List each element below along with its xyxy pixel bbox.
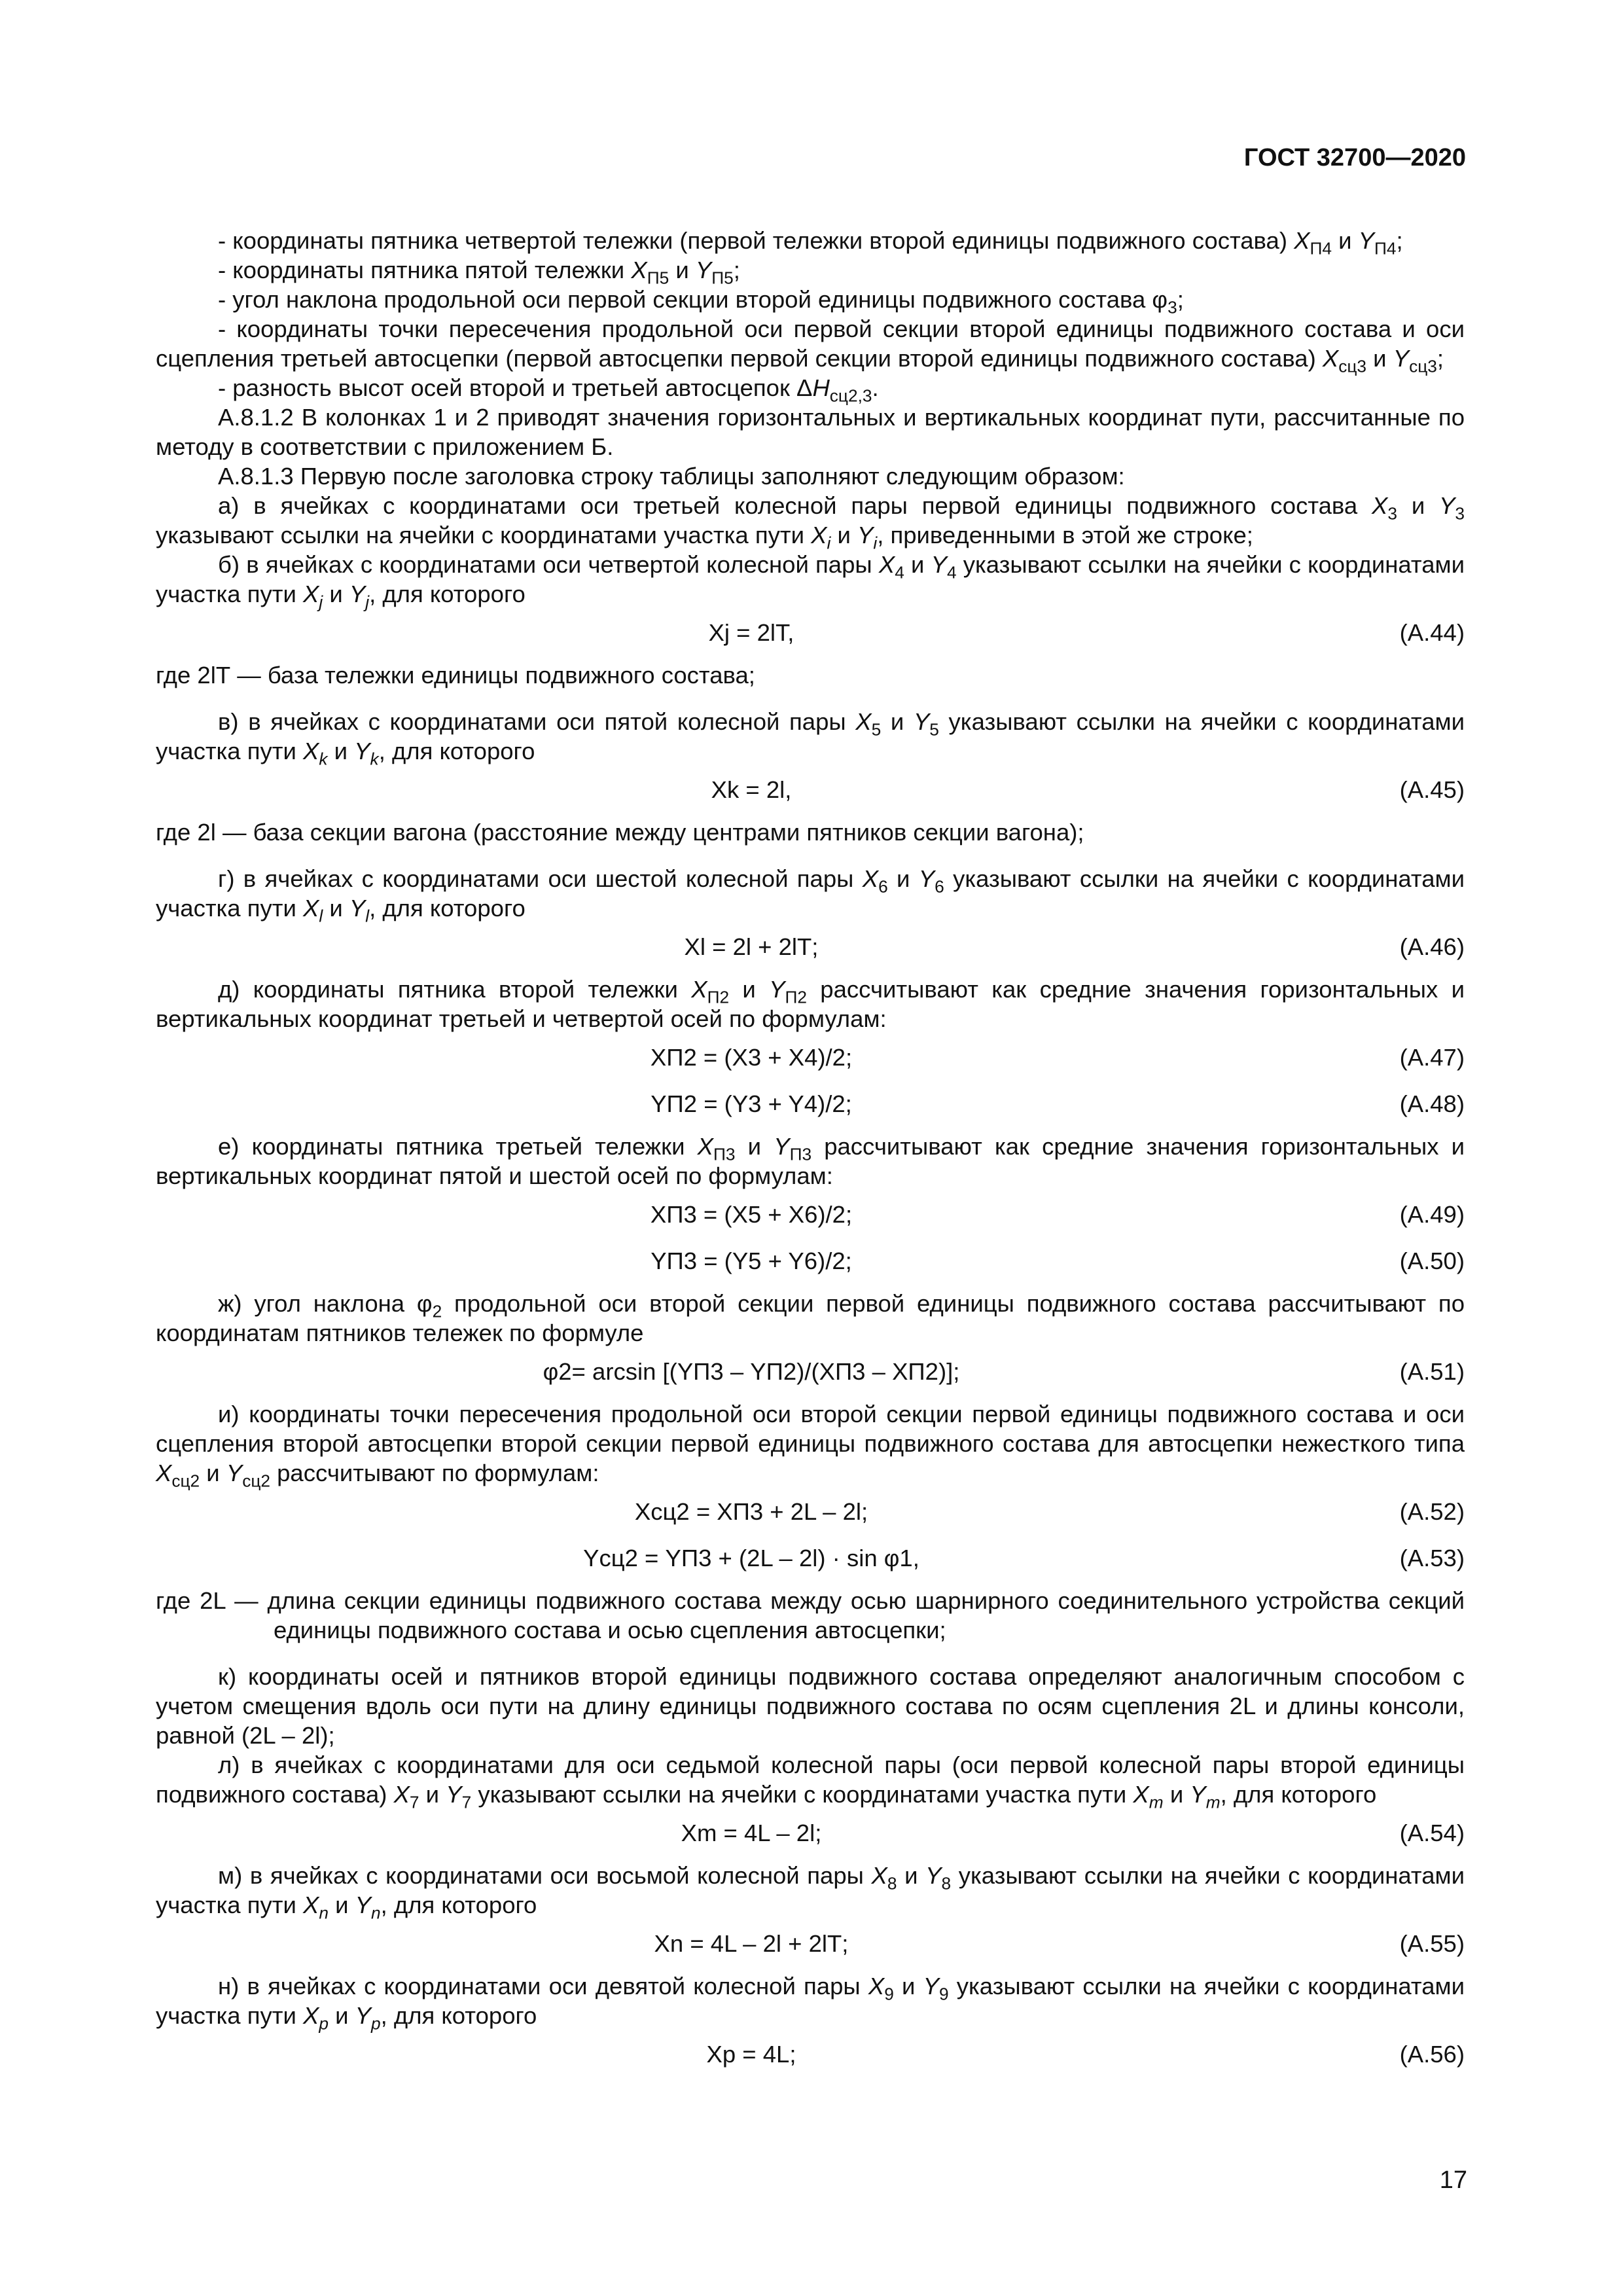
clause-a812: А.8.1.2 В колонках 1 и 2 приводят значения горизонтальных и вертикальных координат пути, рассчитанные по методу в соответствии с приложением Б. bbox=[156, 404, 1465, 460]
where-clause: где 2L — длина секции единицы подвижного состава между осью шарнирного соединительного устройства секций единицы подвижного состава и осью сцепления автосцепки; bbox=[156, 1587, 1465, 1643]
bullet-item: - угол наклона продольной оси первой секции второй единицы подвижного состава $\varphi_3$; bbox=[218, 286, 1184, 317]
formula-row bbox=[156, 771, 1465, 808]
document-code-header: ГОСТ 32700—2020 bbox=[1243, 144, 1466, 171]
formula-row bbox=[156, 1039, 1465, 1076]
formula: Xсц2 = XП3 + 2L – 2l; bbox=[634, 1498, 868, 1525]
page-number: 17 bbox=[1439, 2166, 1467, 2194]
formula: Xn = 4L – 2l + 2lТ; bbox=[654, 1930, 849, 1957]
item-b: б) в ячейках с координатами оси четвертой колесной пары $X_4$ и $Y_4$ указывают ссылки на ячейки с координатами участка пути $X_j$ и $Y_j$, для которого bbox=[156, 551, 1465, 612]
formula-number: (А.56) bbox=[1399, 2041, 1465, 2068]
item-d: д) координаты пятника второй тележки $X_{П2}$ и $Y_{П2}$ рассчитывают как средние значения горизонтальных и вертикальных координат третьей и четвертой осей по формулам: bbox=[156, 976, 1465, 1032]
item-zh: ж) угол наклона $\varphi_2$ продольной оси второй секции первой единицы подвижного состава рассчитывают по координатам пятников тележек по формуле bbox=[156, 1290, 1465, 1346]
formula-number: (А.49) bbox=[1399, 1201, 1465, 1228]
where-clause: где 2l — база секции вагона (расстояние между центрами пятников секции вагона); bbox=[156, 819, 1084, 846]
formula: XП3 = (X5 + X6)/2; bbox=[650, 1201, 853, 1228]
item-g: г) в ячейках с координатами оси шестой колесной пары $X_6$ и $Y_6$ указывают ссылки на ячейки с координатами участка пути $X_l$ и $Y_l$, для которого bbox=[156, 865, 1465, 926]
formula: Yсц2 = YП3 + (2L – 2l) · sin φ1, bbox=[583, 1545, 919, 1571]
formula-row bbox=[156, 1085, 1465, 1122]
bullet-item: - разность высот осей второй и третьей автосцепок $\Delta H_{сц2,3}$. bbox=[218, 374, 879, 406]
clause-a813: А.8.1.3 Первую после заголовка строку таблицы заполняют следующим образом: bbox=[218, 463, 1125, 490]
formula-number: (А.54) bbox=[1399, 1820, 1465, 1846]
formula-row bbox=[156, 2036, 1465, 2073]
formula-row bbox=[156, 928, 1465, 965]
formula-number: (А.44) bbox=[1399, 619, 1465, 646]
item-l: л) в ячейках с координатами для оси седьмой колесной пары (оси первой колесной пары второй единицы подвижного состава) $X_7$ и $Y_7$ указывают ссылки на ячейки с координатами участка пути $X_m$ и $Y_m$, для которого bbox=[156, 1751, 1465, 1812]
page-content bbox=[156, 226, 1465, 2082]
formula: YП3 = (Y5 + Y6)/2; bbox=[651, 1247, 852, 1274]
formula-number: (А.53) bbox=[1399, 1545, 1465, 1571]
bullet-item: - координаты пятника пятой тележки $X_{П5}$ и $Y_{П5}$; bbox=[218, 257, 740, 288]
bullet-item: - координаты точки пересечения продольной оси первой секции второй единицы подвижного состава и оси сцепления третьей автосцепки (первой автосцепки первой секции второй единицы подвижного состава) $X_{сц3}$ и $Y_{сц3}$; bbox=[156, 315, 1465, 376]
formula-number: (А.47) bbox=[1399, 1044, 1465, 1071]
formula-number: (А.51) bbox=[1399, 1358, 1465, 1385]
formula: Xm = 4L – 2l; bbox=[681, 1820, 822, 1846]
formula-row bbox=[156, 614, 1465, 651]
item-k: к) координаты осей и пятников второй единицы подвижного состава определяют аналогичным способом с учетом смещения вдоль оси пути на длину единицы подвижного состава по осям сцепления 2L и длины консоли, равной (2L – 2l); bbox=[156, 1663, 1465, 1749]
formula: YП2 = (Y3 + Y4)/2; bbox=[651, 1090, 852, 1117]
item-v: в) в ячейках с координатами оси пятой колесной пары $X_5$ и $Y_5$ указывают ссылки на ячейки с координатами участка пути $X_k$ и $Y_k$, для которого bbox=[156, 708, 1465, 769]
formula-number: (А.46) bbox=[1399, 933, 1465, 960]
formula: Xl = 2l + 2lТ; bbox=[684, 933, 819, 960]
formula: Xp = 4L; bbox=[706, 2041, 796, 2068]
item-a: а) в ячейках с координатами оси третьей колесной пары первой единицы подвижного состава $X_3$ и $Y_3$ указывают ссылки на ячейки с координатами участка пути $X_i$ и $Y_i$, приведенными в этой же строке; bbox=[156, 492, 1465, 553]
formula-row bbox=[156, 1925, 1465, 1962]
formula: XП2 = (X3 + X4)/2; bbox=[650, 1044, 853, 1071]
formula-row bbox=[156, 1814, 1465, 1852]
formula-number: (А.45) bbox=[1399, 776, 1465, 803]
item-m: м) в ячейках с координатами оси восьмой колесной пары $X_8$ и $Y_8$ указывают ссылки на ячейки с координатами участка пути $X_n$ и $Y_n$, для которого bbox=[156, 1862, 1465, 1923]
formula-row bbox=[156, 1493, 1465, 1530]
bullet-item: - координаты пятника четвертой тележки (первой тележки второй единицы подвижного состава) $X_{П4}$ и $Y_{П4}$; bbox=[218, 227, 1403, 259]
formula-number: (А.50) bbox=[1399, 1247, 1465, 1274]
formula-row bbox=[156, 1196, 1465, 1233]
item-n: н) в ячейках с координатами оси девятой колесной пары $X_9$ и $Y_9$ указывают ссылки на ячейки с координатами участка пути $X_p$ и $Y_p$, для которого bbox=[156, 1973, 1465, 2034]
formula-row bbox=[156, 1242, 1465, 1280]
formula-number: (А.55) bbox=[1399, 1930, 1465, 1957]
where-clause: где 2lТ — база тележки единицы подвижного состава; bbox=[156, 662, 755, 689]
formula: Xk = 2l, bbox=[711, 776, 792, 803]
formula: φ2= arcsin [(YП3 – YП2)/(XП3 – XП2)]; bbox=[543, 1358, 960, 1385]
item-i: и) координаты точки пересечения продольной оси второй секции первой единицы подвижного состава и оси сцепления второй автосцепки второй секции первой единицы подвижного состава для автосцепки нежесткого типа $X_{сц2}$ и $Y_{сц2}$ рассчитывают по формулам: bbox=[156, 1401, 1465, 1491]
item-e: е) координаты пятника третьей тележки $X_{П3}$ и $Y_{П3}$ рассчитывают как средние значения горизонтальных и вертикальных координат пятой и шестой осей по формулам: bbox=[156, 1133, 1465, 1189]
formula: Xj = 2lТ, bbox=[708, 619, 794, 646]
formula-number: (А.52) bbox=[1399, 1498, 1465, 1525]
formula-row bbox=[156, 1539, 1465, 1577]
formula-row bbox=[156, 1353, 1465, 1390]
formula-number: (А.48) bbox=[1399, 1090, 1465, 1117]
